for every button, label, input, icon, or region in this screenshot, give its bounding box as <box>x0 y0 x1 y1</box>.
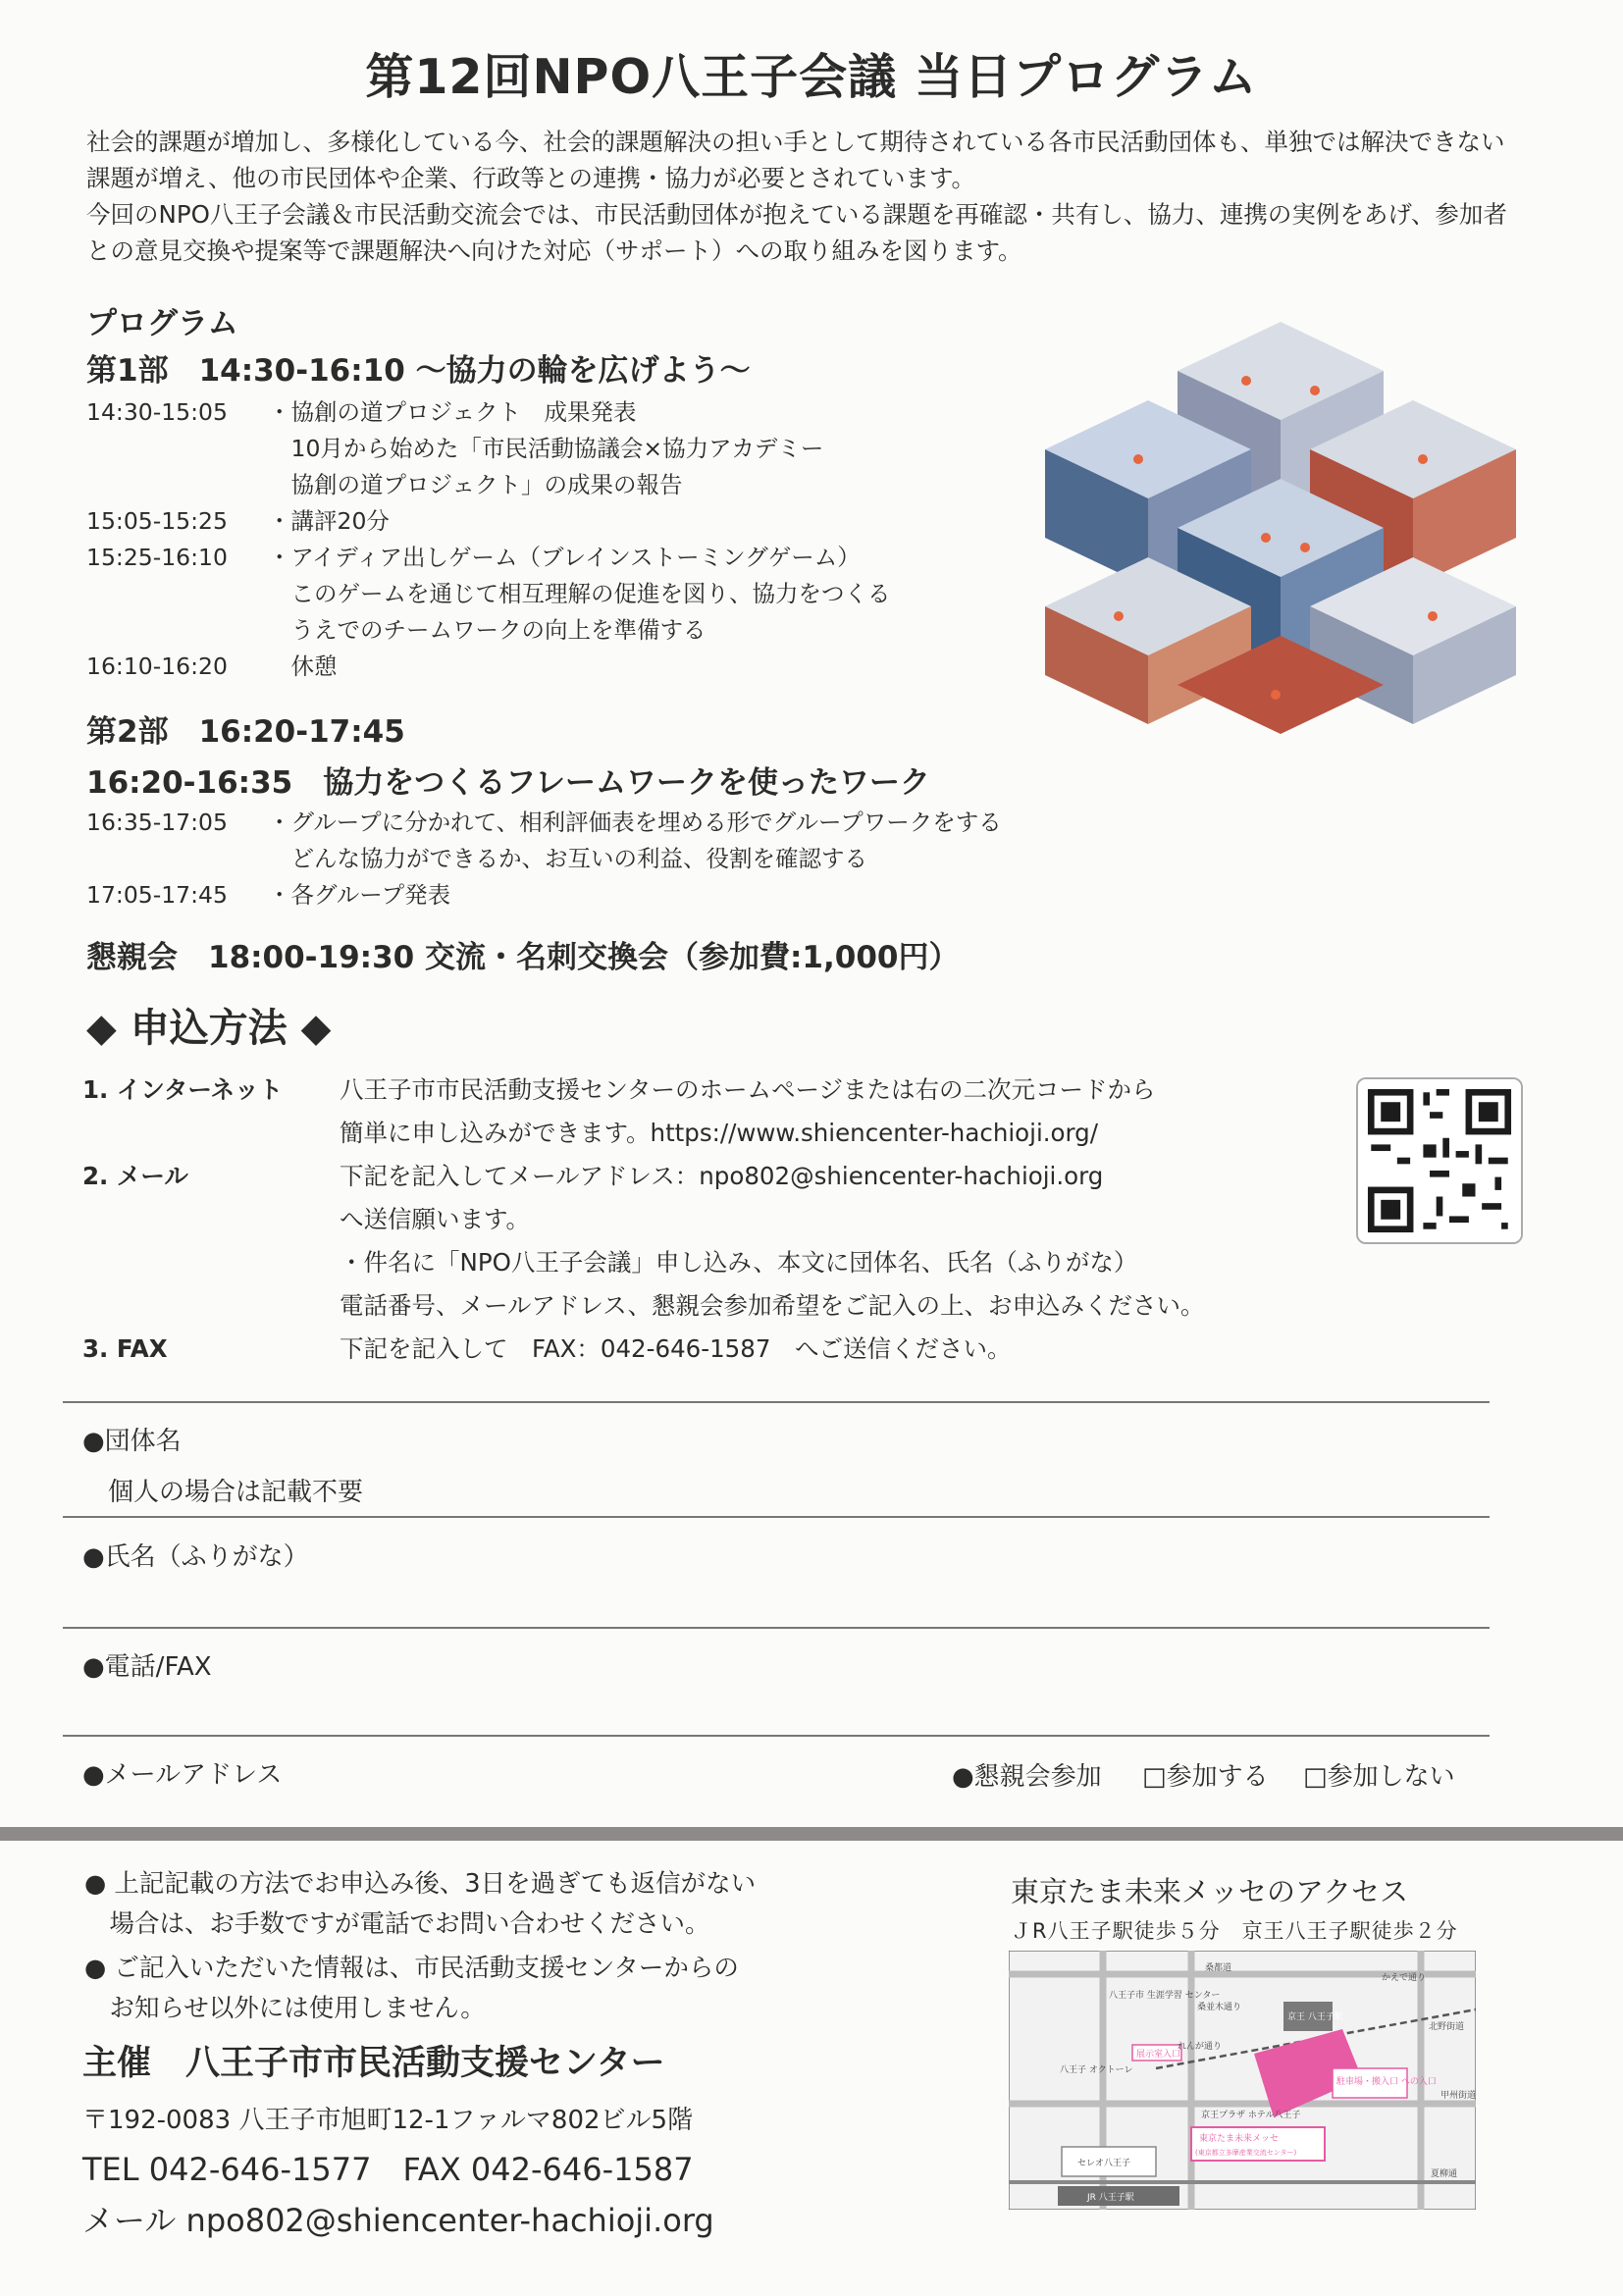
method-text: 下記を記入して FAX：042-646-1587 へご送信ください。 <box>340 1334 1012 1363</box>
schedule-row <box>86 503 390 540</box>
map-label: セレオ八王子 <box>1077 2159 1131 2168</box>
schedule-desc: ・協創の道プロジェクト 成果発表 <box>268 398 637 426</box>
form-divider <box>63 1735 1490 1737</box>
method-text: 下記を記入してメールアドレス：npo802@shiencenter-hachioji.org <box>340 1162 1104 1190</box>
map-label: 夏柳通 <box>1431 2169 1458 2179</box>
form-divider <box>63 1627 1490 1629</box>
form-tel-label: ●電話/FAX <box>82 1652 212 1682</box>
organizer-telfax: TEL 042-646-1577 FAX 042-646-1587 <box>82 2151 694 2188</box>
intro-line: 課題が増え、他の市民団体や企業、行政等との連携・協力が必要とされています。 <box>86 164 976 192</box>
schedule-desc: ・各グループ発表 <box>268 881 451 909</box>
apply-heading: ◆ 申込方法 ◆ <box>86 1006 332 1051</box>
schedule-row <box>86 467 683 503</box>
note-line: お知らせ以外には使用しません。 <box>84 1994 486 2023</box>
organizer-title: 主催 八王子市市民活動支援センター <box>82 2044 665 2083</box>
schedule-time: 14:30-15:05 <box>86 398 228 426</box>
organizer-address: 〒192-0083 八王子市旭町12-1ファルマ802ビル5階 <box>82 2106 694 2135</box>
map-label: 八王子市 生涯学習 センター <box>1109 1991 1221 2001</box>
part1-title: 第1部 14:30-16:10 〜協力の輪を広げよう〜 <box>86 353 751 389</box>
party-title: 懇親会 18:00-19:30 交流・名刺交換会（参加費:1,000円） <box>86 940 960 975</box>
schedule-desc: このゲームを通じて相互理解の促進を図り、協力をつくる <box>268 580 891 607</box>
map-label: 北野街道 <box>1429 2022 1465 2032</box>
method-text: 電話番号、メールアドレス、懇親会参加希望をご記入の上、お申込みください。 <box>340 1291 1205 1320</box>
method-internet-label: 1. インターネット <box>82 1075 284 1104</box>
qr-code[interactable] <box>1356 1077 1523 1244</box>
page-title: 第12回NPO八王子会議 当日プログラム <box>365 49 1258 105</box>
map-label: JR 八王子駅 <box>1087 2193 1134 2203</box>
part2-title: 第2部 16:20-17:45 <box>86 714 405 750</box>
map-label: 桑並木通り <box>1197 2003 1242 2012</box>
schedule-desc: 休憩 <box>268 652 338 680</box>
intro-line: 社会的課題が増加し、多様化している今、社会的課題解決の担い手として期待されている各市民活動団体も、単独では解決できない <box>86 128 1505 156</box>
schedule-row <box>86 540 861 576</box>
method-text: ・件名に「NPO八王子会議」申し込み、本文に団体名、氏名（ふりがな） <box>340 1248 1138 1277</box>
access-title: 東京たま未来メッセのアクセス <box>1011 1875 1409 1908</box>
map-label: 東京たま未来メッセ <box>1199 2134 1280 2144</box>
schedule-desc: どんな協力ができるか、お互いの利益、役割を確認する <box>268 845 867 872</box>
schedule-time: 16:10-16:20 <box>86 652 228 680</box>
schedule-time: 15:05-15:25 <box>86 507 228 535</box>
map-label: 展示室入口 <box>1136 2050 1181 2060</box>
section-divider <box>0 1827 1623 1841</box>
form-party-label: ●懇親会参加 <box>952 1762 1102 1792</box>
schedule-row <box>86 612 707 649</box>
schedule-desc: ・グループに分かれて、相利評価表を埋める形でグループワークをする <box>268 809 1002 836</box>
schedule-row <box>86 805 1002 841</box>
party-no-checkbox[interactable]: □参加しない <box>1303 1762 1455 1792</box>
intro-line: 今回のNPO八王子会議＆市民活動交流会では、市民活動団体が抱えている課題を再確認・共有し、協力、連携の実例をあげ、参加者 <box>86 200 1507 229</box>
intro-line: との意見交換や提案等で課題解決へ向けた対応（サポート）への取り組みを図ります。 <box>86 236 1022 265</box>
method-text: 簡単に申し込みができます。https://www.shiencenter-hachioji.org/ <box>340 1119 1098 1147</box>
party-yes-checkbox[interactable]: □参加する <box>1142 1762 1269 1792</box>
program-heading: プログラム <box>86 306 238 341</box>
schedule-desc: 協創の道プロジェクト」の成果の報告 <box>268 471 683 498</box>
map-label: かえで通り <box>1382 1973 1427 1983</box>
method-text: へ送信願います。 <box>340 1205 531 1233</box>
access-subtitle: ＪR八王子駅徒歩５分 京王八王子駅徒歩２分 <box>1011 1919 1458 1943</box>
form-org-note: 個人の場合は記載不要 <box>108 1478 364 1507</box>
access-map <box>1009 1951 1476 2210</box>
organizer-mail: メール npo802@shiencenter-hachioji.org <box>82 2202 714 2239</box>
map-label: 駐車場・搬入口 への入口 <box>1336 2077 1437 2087</box>
schedule-time: 17:05-17:45 <box>86 881 228 909</box>
method-fax-label: 3. FAX <box>82 1334 168 1363</box>
intro-text <box>86 124 1548 269</box>
form-org-label: ●団体名 <box>82 1427 182 1456</box>
form-name-label: ●氏名（ふりがな） <box>82 1542 309 1572</box>
form-divider <box>63 1401 1490 1403</box>
map-label: 甲州街道 <box>1440 2091 1476 2101</box>
office-illustration <box>1021 312 1541 744</box>
note-line: ● 上記記載の方法でお申込み後、3日を過ぎても返信がない <box>84 1869 757 1899</box>
map-label: れんが通り <box>1178 2042 1223 2052</box>
map-label: 桑都道 <box>1205 1963 1232 1973</box>
schedule-desc: 10月から始めた「市民活動協議会×協力アカデミー <box>268 435 824 462</box>
schedule-row <box>86 649 338 685</box>
schedule-row <box>86 841 867 877</box>
method-text: 八王子市市民活動支援センターのホームページまたは右の二次元コードから <box>340 1075 1156 1104</box>
map-label: (東京都立多摩産業交流センター) <box>1195 2149 1297 2157</box>
form-mail-label: ●メールアドレス <box>82 1760 283 1790</box>
note-line: ● ご記入いただいた情報は、市民活動支援センターからの <box>84 1954 739 1983</box>
map-label: 京王プラザ ホテル八王子 <box>1201 2111 1301 2120</box>
note-line: 場合は、お手数ですが電話でお問い合わせください。 <box>84 1909 710 1939</box>
schedule-time: 15:25-16:10 <box>86 544 228 571</box>
schedule-row <box>86 576 891 612</box>
schedule-row <box>86 877 450 913</box>
part2-subtitle: 16:20-16:35 協力をつくるフレームワークを使ったワーク <box>86 765 930 801</box>
schedule-row <box>86 431 823 467</box>
schedule-desc: うえでのチームワークの向上を準備する <box>268 616 707 644</box>
form-divider <box>63 1516 1490 1518</box>
map-label: 八王子 オクトーレ <box>1060 2065 1133 2075</box>
schedule-desc: ・アイディア出しゲーム（ブレインストーミングゲーム） <box>268 544 861 571</box>
schedule-row <box>86 394 637 431</box>
schedule-time: 16:35-17:05 <box>86 809 228 836</box>
map-label: 京王 八王子駅 <box>1287 2012 1343 2022</box>
schedule-desc: ・講評20分 <box>268 507 390 535</box>
method-mail-label: 2. メール <box>82 1162 188 1190</box>
